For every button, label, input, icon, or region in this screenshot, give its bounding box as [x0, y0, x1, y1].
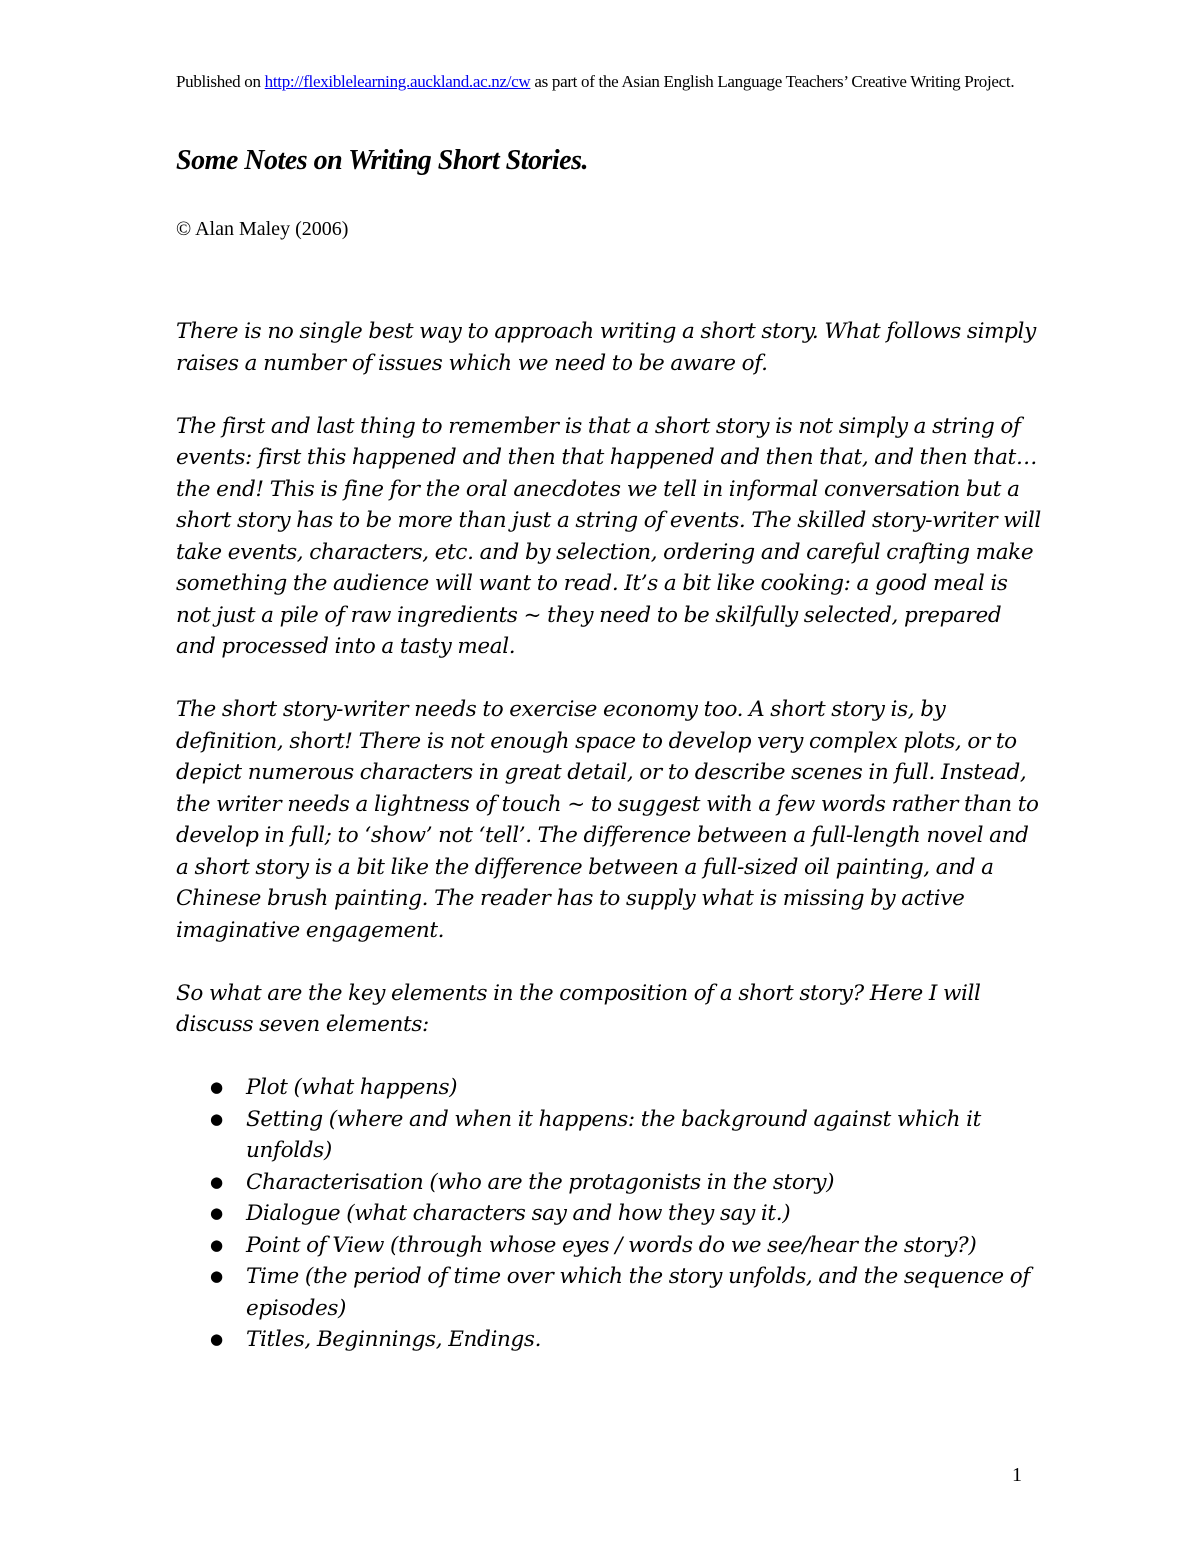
list-item: [176, 1104, 1046, 1167]
bullet-icon: ●: [210, 1172, 223, 1191]
page-number: 1: [1012, 1464, 1022, 1486]
list-item-text: Titles, Beginnings, Endings.: [246, 1327, 542, 1352]
header-suffix: as part of the Asian English Language Teachers’ Creative Writing Project.: [530, 72, 1015, 91]
list-item: [176, 1198, 1046, 1230]
header-prefix: Published on: [176, 72, 265, 91]
bullet-icon: ●: [210, 1267, 223, 1285]
source-link[interactable]: http://flexiblelearning.auckland.ac.nz/cw: [264, 72, 531, 91]
list-item-text: Point of View (through whose eyes / words do we see/hear the story?): [246, 1232, 977, 1258]
bullet-icon: ●: [210, 1109, 223, 1128]
list-item: [176, 1167, 1046, 1199]
list-item-text: Characterisation (who are the protagonists in the story): [246, 1169, 835, 1195]
list-item-text: Dialogue (what characters say and how they say it.): [246, 1201, 791, 1226]
document-title: Some Notes on Writing Short Stories.: [176, 145, 588, 176]
elements-list: [176, 1072, 1046, 1356]
list-item-text: Setting (where and when it happens: the background against which it unfolds): [246, 1106, 981, 1163]
list-item-text: Plot (what happens): [246, 1075, 458, 1100]
publication-header: [176, 70, 1036, 93]
bullet-icon: ●: [210, 1204, 223, 1222]
bullet-icon: ●: [210, 1330, 223, 1348]
list-item: [176, 1324, 1046, 1356]
list-item: [176, 1261, 1046, 1324]
list-item: [176, 1072, 1046, 1104]
bullet-icon: ●: [210, 1078, 223, 1096]
paragraph: So what are the key elements in the composition of a short story? Here I will discuss seven elements:: [176, 980, 981, 1037]
paragraph: There is no single best way to approach writing a short story. What follows simply raises a number of issues which we need to be aware of.: [176, 319, 1036, 376]
paragraph: The first and last thing to remember is that a short story is not simply a string of events: first this happened and then that happened and then that, and then that…the end! This is fine for the oral anecdotes we tell in informal conversation but a short story has to be more than just a string of events. The skilled story-writer will take events, characters, etc. and by selection, ordering and careful crafting make something the audience will want to read. It’s a bit like cooking: a good meal is not just a pile of raw ingredients ~ they need to be skilfully selected, prepared and processed into a tasty meal.: [176, 413, 1041, 659]
article-body: [176, 316, 1046, 1356]
copyright-line: © Alan Maley (2006): [176, 218, 349, 240]
list-item-text: Time (the period of time over which the story unfolds, and the sequence of episodes): [246, 1264, 1030, 1321]
paragraph: The short story-writer needs to exercise economy too. A short story is, by definition, short! There is not enough space to develop very complex plots, or to depict numerous characters in great detail, or to describe scenes in full. Instead, the writer needs a lightness of touch ~ to suggest with a few words rather than to develop in full; to ‘show’ not ‘tell’. The difference between a full-length novel and a short story is a bit like the difference between a full-sized oil painting, and a Chinese brush painting. The reader has to supply what is missing by active imaginative engagement.: [176, 697, 1039, 943]
list-item: [176, 1230, 1046, 1262]
bullet-icon: ●: [210, 1235, 223, 1254]
